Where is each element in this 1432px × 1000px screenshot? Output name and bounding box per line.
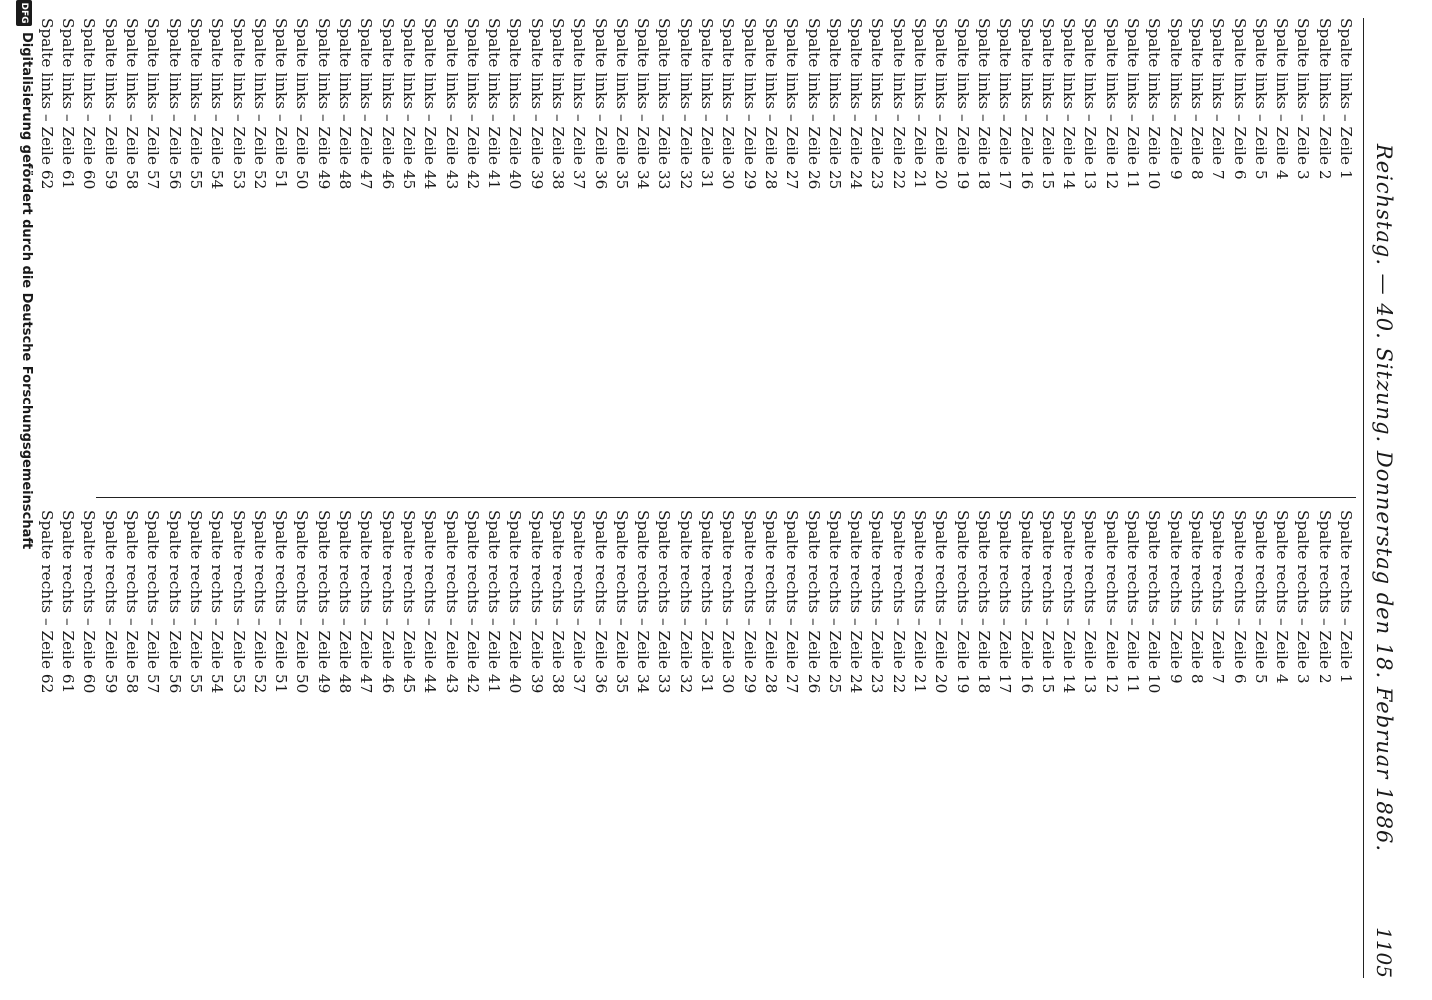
text-line: Spalte rechts – Zeile 31	[698, 510, 717, 694]
text-line: Spalte links – Zeile 14	[1060, 18, 1079, 190]
text-line: Spalte links – Zeile 1	[1337, 18, 1355, 180]
text-line: Spalte rechts – Zeile 42	[463, 510, 482, 694]
text-line: Spalte links – Zeile 23	[868, 18, 887, 190]
text-line: Spalte rechts – Zeile 61	[59, 510, 78, 694]
text-line: Spalte links – Zeile 26	[804, 18, 823, 190]
text-column-right	[37, 510, 1356, 980]
page-number: 1105	[1372, 927, 1396, 978]
digitization-footer	[10, 0, 34, 1000]
text-line: Spalte rechts – Zeile 25	[825, 510, 844, 694]
text-line: Spalte rechts – Zeile 9	[1166, 510, 1185, 684]
text-line: Spalte rechts – Zeile 49	[314, 510, 333, 694]
text-line: Spalte rechts – Zeile 28	[761, 510, 780, 694]
text-line: Spalte links – Zeile 20	[932, 18, 951, 190]
text-line: Spalte links – Zeile 59	[101, 18, 120, 190]
text-line: Spalte rechts – Zeile 13	[1081, 510, 1100, 694]
header-rule	[1363, 18, 1364, 978]
text-line: Spalte links – Zeile 27	[783, 18, 802, 190]
text-line: Spalte rechts – Zeile 22	[889, 510, 908, 694]
text-line: Spalte links – Zeile 35	[612, 18, 631, 190]
text-line: Spalte links – Zeile 58	[123, 18, 142, 190]
text-line: Spalte rechts – Zeile 30	[719, 510, 738, 694]
text-line: Spalte rechts – Zeile 57	[144, 510, 163, 694]
text-line: Spalte rechts – Zeile 11	[1124, 510, 1143, 694]
text-line: Spalte links – Zeile 7	[1209, 18, 1228, 180]
text-line: Spalte links – Zeile 53	[229, 18, 248, 190]
text-line: Spalte links – Zeile 30	[719, 18, 738, 190]
text-line: Spalte rechts – Zeile 59	[101, 510, 120, 694]
text-line: Spalte rechts – Zeile 40	[506, 510, 525, 694]
text-line: Spalte links – Zeile 9	[1166, 18, 1185, 180]
text-line: Spalte links – Zeile 19	[953, 18, 972, 190]
text-line: Spalte links – Zeile 2	[1315, 18, 1334, 180]
footer-text: Digitalisierung gefördert durch die Deutsche Forschungsgemeinschaft	[19, 32, 34, 550]
text-line: Spalte links – Zeile 24	[847, 18, 866, 190]
text-line: Spalte rechts – Zeile 4	[1273, 510, 1292, 684]
text-line: Spalte rechts – Zeile 62	[37, 510, 56, 694]
header-title: Reichstag. — 40. Sitzung. Donnerstag den 18. Februar 1886.	[1372, 143, 1396, 853]
text-line: Spalte links – Zeile 55	[186, 18, 205, 190]
text-line: Spalte links – Zeile 8	[1187, 18, 1206, 180]
text-line: Spalte links – Zeile 22	[889, 18, 908, 190]
text-line: Spalte links – Zeile 12	[1102, 18, 1121, 190]
text-line: Spalte links – Zeile 21	[911, 18, 930, 190]
text-line: Spalte links – Zeile 41	[485, 18, 504, 190]
text-line: Spalte rechts – Zeile 20	[932, 510, 951, 694]
text-line: Spalte links – Zeile 51	[272, 18, 291, 190]
text-line: Spalte rechts – Zeile 39	[527, 510, 546, 694]
text-line: Spalte links – Zeile 15	[1038, 18, 1057, 190]
dfg-logo-icon: DFG	[16, 0, 32, 26]
text-line: Spalte links – Zeile 17	[996, 18, 1015, 190]
text-line: Spalte links – Zeile 25	[825, 18, 844, 190]
text-line: Spalte rechts – Zeile 38	[549, 510, 568, 694]
text-line: Spalte rechts – Zeile 1	[1337, 510, 1355, 684]
text-line: Spalte rechts – Zeile 45	[399, 510, 418, 694]
text-line: Spalte rechts – Zeile 24	[847, 510, 866, 694]
text-line: Spalte rechts – Zeile 51	[272, 510, 291, 694]
text-line: Spalte rechts – Zeile 29	[740, 510, 759, 694]
text-line: Spalte rechts – Zeile 37	[570, 510, 589, 694]
text-line: Spalte links – Zeile 6	[1230, 18, 1249, 180]
text-line: Spalte links – Zeile 57	[144, 18, 163, 190]
text-line: Spalte links – Zeile 48	[336, 18, 355, 190]
text-line: Spalte rechts – Zeile 12	[1102, 510, 1121, 694]
text-line: Spalte links – Zeile 56	[165, 18, 184, 190]
text-line: Spalte rechts – Zeile 23	[868, 510, 887, 694]
text-line: Spalte rechts – Zeile 58	[123, 510, 142, 694]
text-line: Spalte links – Zeile 33	[655, 18, 674, 190]
column-divider	[96, 497, 1356, 498]
text-line: Spalte links – Zeile 18	[974, 18, 993, 190]
text-line: Spalte links – Zeile 10	[1145, 18, 1164, 190]
text-line: Spalte links – Zeile 11	[1124, 18, 1143, 190]
text-line: Spalte links – Zeile 4	[1273, 18, 1292, 180]
text-line: Spalte links – Zeile 47	[357, 18, 376, 190]
text-line: Spalte rechts – Zeile 52	[250, 510, 269, 694]
text-line: Spalte links – Zeile 50	[293, 18, 312, 190]
text-line: Spalte rechts – Zeile 47	[357, 510, 376, 694]
text-line: Spalte rechts – Zeile 34	[634, 510, 653, 694]
text-line: Spalte links – Zeile 34	[634, 18, 653, 190]
text-line: Spalte links – Zeile 38	[549, 18, 568, 190]
text-line: Spalte links – Zeile 61	[59, 18, 78, 190]
text-line: Spalte rechts – Zeile 50	[293, 510, 312, 694]
text-line: Spalte rechts – Zeile 7	[1209, 510, 1228, 684]
page-header	[1366, 18, 1396, 978]
text-line: Spalte rechts – Zeile 16	[1017, 510, 1036, 694]
text-line: Spalte rechts – Zeile 41	[485, 510, 504, 694]
text-line: Spalte links – Zeile 49	[314, 18, 333, 190]
text-line: Spalte links – Zeile 5	[1251, 18, 1270, 180]
text-line: Spalte rechts – Zeile 5	[1251, 510, 1270, 684]
text-line: Spalte links – Zeile 13	[1081, 18, 1100, 190]
text-line: Spalte rechts – Zeile 17	[996, 510, 1015, 694]
text-line: Spalte rechts – Zeile 46	[378, 510, 397, 694]
text-line: Spalte rechts – Zeile 18	[974, 510, 993, 694]
text-line: Spalte rechts – Zeile 10	[1145, 510, 1164, 694]
text-line: Spalte rechts – Zeile 3	[1294, 510, 1313, 684]
text-line: Spalte rechts – Zeile 27	[783, 510, 802, 694]
text-line: Spalte rechts – Zeile 8	[1187, 510, 1206, 684]
text-line: Spalte links – Zeile 3	[1294, 18, 1313, 180]
text-line: Spalte rechts – Zeile 15	[1038, 510, 1057, 694]
text-line: Spalte links – Zeile 42	[463, 18, 482, 190]
text-line: Spalte links – Zeile 31	[698, 18, 717, 190]
text-line: Spalte links – Zeile 36	[591, 18, 610, 190]
text-line: Spalte rechts – Zeile 36	[591, 510, 610, 694]
text-line: Spalte rechts – Zeile 43	[442, 510, 461, 694]
text-line: Spalte links – Zeile 39	[527, 18, 546, 190]
text-line: Spalte rechts – Zeile 55	[186, 510, 205, 694]
text-line: Spalte rechts – Zeile 48	[336, 510, 355, 694]
text-line: Spalte links – Zeile 29	[740, 18, 759, 190]
text-line: Spalte rechts – Zeile 26	[804, 510, 823, 694]
text-line: Spalte rechts – Zeile 56	[165, 510, 184, 694]
text-line: Spalte links – Zeile 37	[570, 18, 589, 190]
text-line: Spalte links – Zeile 44	[421, 18, 440, 190]
text-line: Spalte links – Zeile 43	[442, 18, 461, 190]
text-line: Spalte rechts – Zeile 33	[655, 510, 674, 694]
text-line: Spalte links – Zeile 54	[208, 18, 227, 190]
text-line: Spalte links – Zeile 60	[80, 18, 99, 190]
text-line: Spalte rechts – Zeile 21	[911, 510, 930, 694]
text-line: Spalte rechts – Zeile 53	[229, 510, 248, 694]
text-line: Spalte rechts – Zeile 44	[421, 510, 440, 694]
text-line: Spalte rechts – Zeile 54	[208, 510, 227, 694]
text-line: Spalte links – Zeile 52	[250, 18, 269, 190]
text-line: Spalte links – Zeile 40	[506, 18, 525, 190]
text-line: Spalte rechts – Zeile 35	[612, 510, 631, 694]
text-line: Spalte links – Zeile 28	[761, 18, 780, 190]
text-line: Spalte links – Zeile 16	[1017, 18, 1036, 190]
text-line: Spalte links – Zeile 46	[378, 18, 397, 190]
text-line: Spalte links – Zeile 62	[37, 18, 56, 190]
text-line: Spalte links – Zeile 32	[676, 18, 695, 190]
text-column-left	[37, 18, 1356, 486]
text-line: Spalte rechts – Zeile 6	[1230, 510, 1249, 684]
text-line: Spalte links – Zeile 45	[399, 18, 418, 190]
text-line: Spalte rechts – Zeile 19	[953, 510, 972, 694]
text-line: Spalte rechts – Zeile 60	[80, 510, 99, 694]
text-line: Spalte rechts – Zeile 14	[1060, 510, 1079, 694]
text-line: Spalte rechts – Zeile 32	[676, 510, 695, 694]
text-line: Spalte rechts – Zeile 2	[1315, 510, 1334, 684]
